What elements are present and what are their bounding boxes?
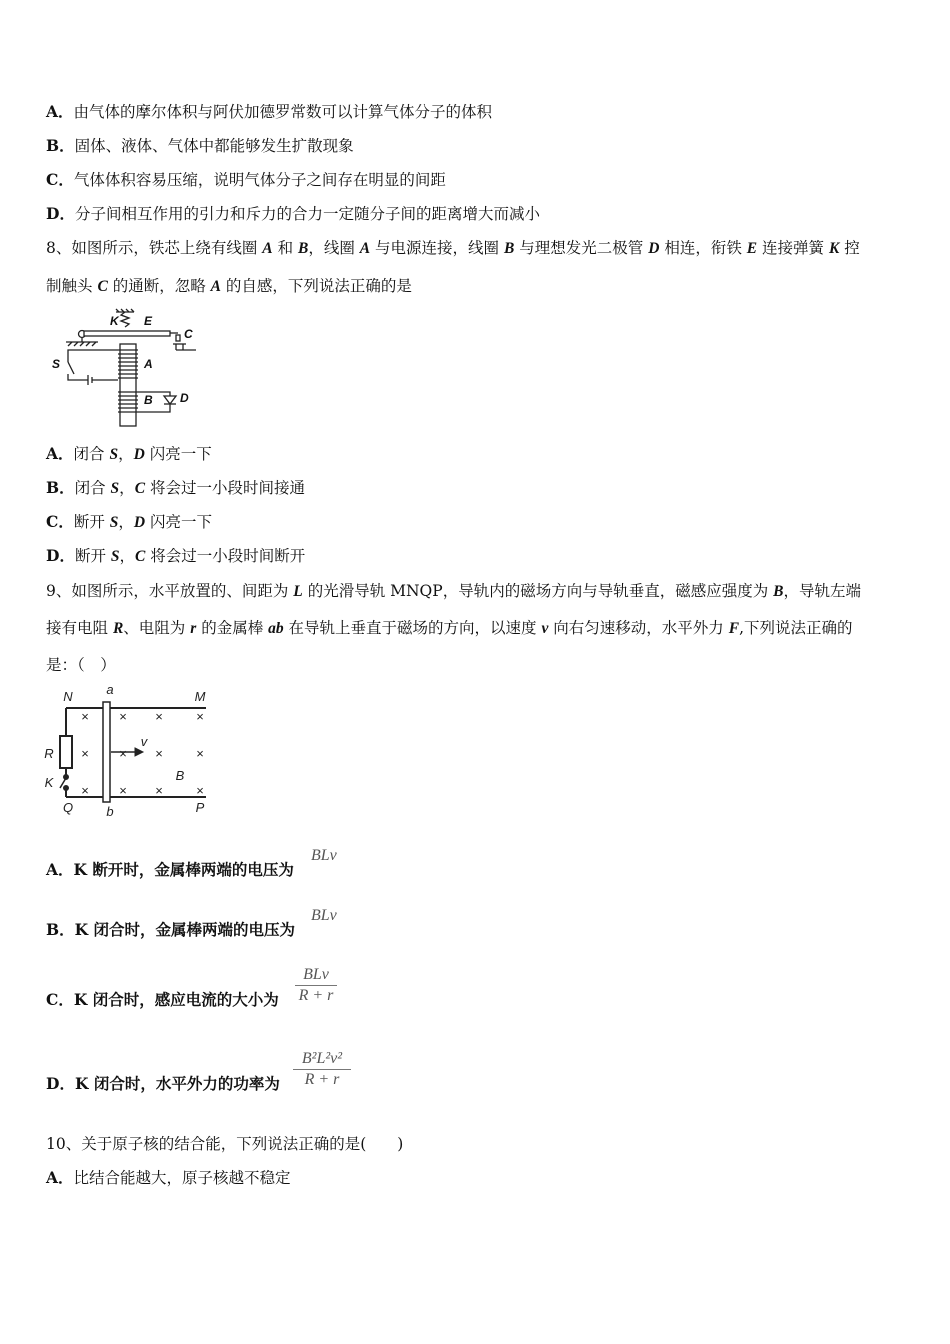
- q9-option-a-formula: BLv: [311, 847, 337, 864]
- stem-text: 相连，衔铁: [659, 239, 747, 257]
- rail-label-m: M: [194, 689, 206, 704]
- variable-symbol: F: [728, 620, 740, 637]
- q8-electromagnet-figure: [46, 308, 206, 430]
- figure-label-k: K: [110, 314, 119, 328]
- q9-option-c: C．K 闭合时，感应电流的大小为: [46, 990, 279, 1009]
- variable-symbol: B: [298, 240, 309, 257]
- stem-text: ,下列说法正确的: [739, 619, 853, 637]
- stem-text: 8、如图所示，铁芯上绕有线圈: [46, 239, 263, 257]
- rod-label-b: b: [106, 804, 114, 819]
- q8-option-a: A．闭合 S，D 闪亮一下: [46, 444, 212, 463]
- variable-symbol: ab: [268, 620, 284, 637]
- figure-label-b: B: [144, 393, 153, 407]
- figure-label-s: S: [52, 357, 61, 371]
- variable-symbol: r: [190, 620, 197, 637]
- stem-text: ，导轨左端: [783, 582, 861, 600]
- stem-text: 的光滑导轨 MNQP，导轨内的磁场方向与导轨垂直，磁感应强度为: [302, 582, 774, 600]
- q9-rail-figure: [40, 680, 220, 820]
- stem-text: 向右匀速移动，水平外力: [548, 619, 729, 637]
- stem-text: 、电阻为: [123, 619, 191, 637]
- q8-stem-line1: [46, 238, 860, 259]
- velocity-label-v: v: [140, 734, 148, 749]
- fraction-denominator: R + r: [298, 987, 334, 1004]
- q9-stem-line1: [46, 581, 861, 602]
- q8-option-b: B．闭合 S，C 将会过一小段时间接通: [46, 478, 305, 497]
- stem-text: 与电源连接，线圈: [370, 239, 504, 257]
- q9-option-b-formula: BLv: [311, 907, 337, 924]
- variable-symbol: E: [746, 240, 758, 257]
- rod-label-a: a: [106, 682, 114, 697]
- fraction-denominator: R + r: [304, 1071, 340, 1088]
- rail-label-q: Q: [62, 800, 74, 815]
- switch-label-k: K: [44, 775, 54, 790]
- field-cross-mark: ×: [155, 746, 163, 761]
- variable-symbol: L: [293, 583, 303, 600]
- q10-stem: 10、关于原子核的结合能，下列说法正确的是( ): [46, 1135, 404, 1153]
- fraction-numerator: B²L²v²: [301, 1050, 343, 1067]
- field-cross-mark: ×: [155, 783, 163, 798]
- field-cross-mark: ×: [81, 709, 89, 724]
- q7-option-a: A．由气体的摩尔体积与阿伏加德罗常数可以计算气体分子的体积: [46, 102, 493, 121]
- q9-option-b: B．K 闭合时，金属棒两端的电压为: [46, 920, 295, 939]
- stem-text: 控: [839, 239, 860, 257]
- variable-symbol: C: [97, 278, 108, 295]
- field-cross-mark: ×: [119, 709, 127, 724]
- field-cross-mark: ×: [196, 709, 204, 724]
- figure-label-d: D: [180, 391, 189, 405]
- q9-option-d-fraction: [293, 1050, 351, 1089]
- q9-option-c-fraction: [295, 966, 337, 1005]
- figure-label-c: C: [184, 327, 193, 341]
- field-cross-mark: ×: [119, 746, 127, 761]
- stem-text: ，线圈: [308, 239, 360, 257]
- stem-text: 和: [272, 239, 298, 257]
- variable-symbol: v: [541, 620, 549, 637]
- variable-symbol: A: [359, 240, 371, 257]
- q9-option-d: D．K 闭合时，水平外力的功率为: [46, 1074, 280, 1093]
- variable-symbol: R: [112, 620, 124, 637]
- variable-symbol: K: [828, 240, 840, 257]
- q8-option-c: C．断开 S，D 闪亮一下: [46, 512, 213, 531]
- stem-text: 与理想发光二极管: [514, 239, 649, 257]
- fraction-numerator: BLv: [303, 966, 329, 983]
- q8-option-d: D．断开 S，C 将会过一小段时间断开: [46, 546, 306, 565]
- q8-stem-line2: [46, 276, 412, 297]
- q10-option-a: A．比结合能越大，原子核越不稳定: [46, 1168, 291, 1187]
- stem-text: 的自感，下列说法正确的是: [220, 277, 412, 295]
- stem-text: 9、如图所示，水平放置的、间距为: [46, 582, 294, 600]
- field-cross-mark: ×: [81, 746, 89, 761]
- q7-option-d: D．分子间相互作用的引力和斥力的合力一定随分子间的距离增大而减小: [46, 204, 540, 223]
- variable-symbol: B: [773, 583, 784, 600]
- field-cross-mark: ×: [155, 709, 163, 724]
- field-cross-mark: ×: [119, 783, 127, 798]
- q7-option-c: C．气体体积容易压缩，说明气体分子之间存在明显的间距: [46, 170, 446, 189]
- variable-symbol: A: [262, 240, 273, 257]
- stem-text: 的通断，忽略: [107, 277, 211, 295]
- magnetic-field-crosses: [81, 709, 204, 798]
- field-cross-mark: ×: [196, 746, 204, 761]
- variable-symbol: A: [210, 278, 221, 295]
- stem-text: 的金属棒: [196, 619, 269, 637]
- stem-text: 连接弹簧: [757, 239, 829, 257]
- stem-text: 接有电阻: [46, 619, 113, 637]
- stem-text: 制触头: [46, 277, 98, 295]
- field-label-b: B: [175, 768, 185, 783]
- figure-label-e: E: [144, 314, 153, 328]
- q9-option-a: A．K 断开时，金属棒两端的电压为: [46, 860, 294, 879]
- q9-stem-line3: 是：（ ）: [46, 656, 116, 674]
- figure-label-a: A: [144, 357, 153, 371]
- rail-label-n: N: [63, 689, 73, 704]
- variable-symbol: D: [648, 240, 660, 257]
- field-cross-mark: ×: [81, 783, 89, 798]
- q9-stem-line2: [46, 618, 853, 639]
- rail-label-p: P: [195, 800, 205, 815]
- stem-text: 在导轨上垂直于磁场的方向，以速度: [283, 619, 542, 637]
- resistor-label-r: R: [44, 746, 54, 761]
- field-cross-mark: ×: [196, 783, 204, 798]
- q7-option-b: B．固体、液体、气体中都能够发生扩散现象: [46, 136, 354, 155]
- variable-symbol: B: [503, 240, 515, 257]
